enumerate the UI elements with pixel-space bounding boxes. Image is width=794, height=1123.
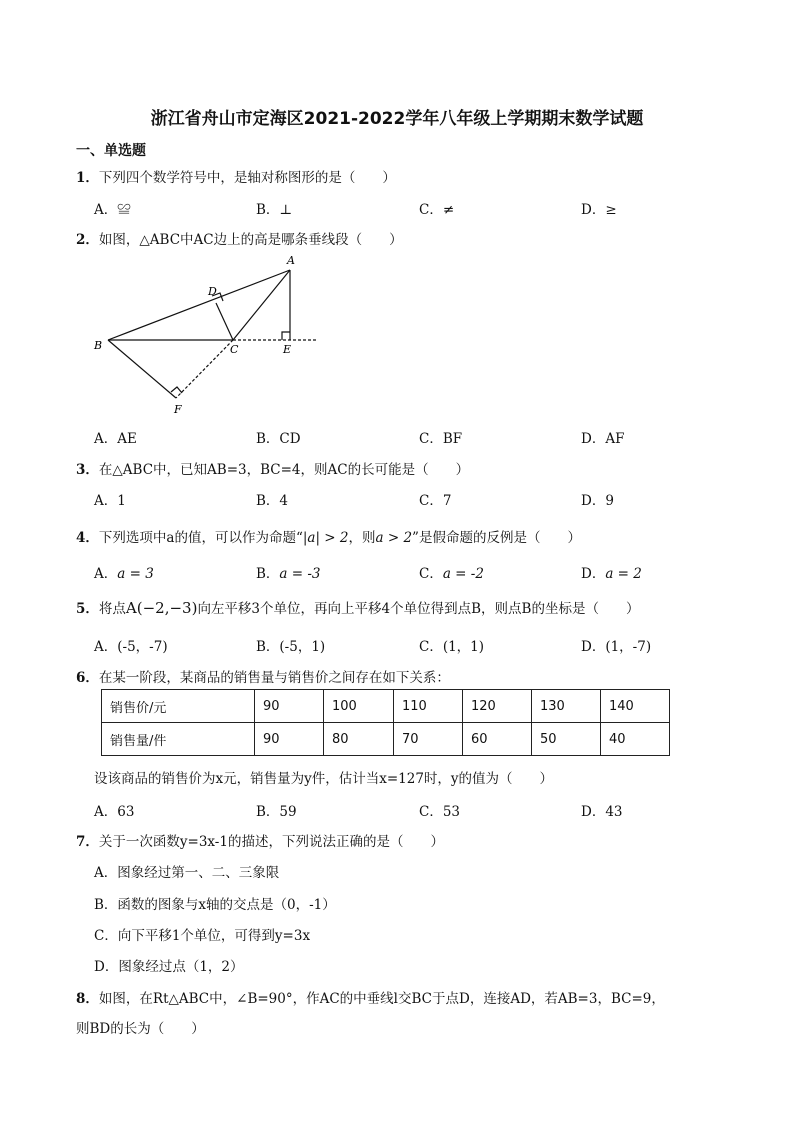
- extension-cf: [176, 340, 233, 398]
- q1-option-c: C．≠: [419, 202, 455, 218]
- q2-option-d: D．AF: [581, 431, 625, 447]
- q6-option-b: B．59: [256, 804, 297, 820]
- segment-cd: [216, 303, 233, 340]
- question-8: [76, 987, 665, 1007]
- table-row: [102, 723, 670, 756]
- table-cell: 90: [255, 723, 324, 756]
- question-number: 7．: [76, 834, 99, 850]
- question-text: 关于一次函数y=3x-1的描述，下列说法正确的是（ ）: [98, 834, 444, 850]
- label-a: A: [287, 254, 295, 267]
- q3-option-a: A．1: [94, 493, 126, 509]
- question-text: 下列四个数学符号中，是轴对称图形的是（ ）: [98, 170, 396, 186]
- question-text: 在△ABC中，已知AB=3，BC=4，则AC的长可能是（ ）: [98, 462, 470, 478]
- question-text: 在某一阶段，某商品的销售量与销售价之间存在如下关系：: [98, 670, 450, 686]
- q5-option-c: C．(1，1): [419, 639, 485, 655]
- question-7: [76, 830, 444, 850]
- question-text-part: 下列选项中a的值，可以作为命题“: [98, 530, 303, 546]
- table-cell: 100: [324, 690, 394, 723]
- table-cell: 120: [463, 690, 532, 723]
- table-cell: 140: [601, 690, 670, 723]
- q4-option-a: A．a = 3: [94, 566, 154, 582]
- question-number: 1．: [76, 170, 99, 186]
- label-e: E: [283, 343, 292, 356]
- label-d: D: [208, 285, 217, 298]
- label-b: B: [94, 339, 103, 352]
- q6-followup: 设该商品的销售价为x元，销售量为y件，估计当x=127时，y的值为（ ）: [94, 771, 554, 787]
- question-text-part: ，则: [348, 530, 376, 546]
- q2-option-a: A．AE: [94, 431, 137, 447]
- q7-option-b: B．函数的图象与x轴的交点是（0，-1）: [94, 897, 336, 913]
- q6-option-c: C．53: [419, 804, 461, 820]
- table-cell: 60: [463, 723, 532, 756]
- label-c: C: [230, 343, 239, 356]
- section-heading: 一、单选题: [76, 143, 146, 159]
- q6-option-a: A．63: [94, 804, 135, 820]
- page-title: 浙江省舟山市定海区2021-2022学年八年级上学期期末数学试题: [150, 109, 644, 129]
- question-number: 8．: [76, 991, 99, 1007]
- price-volume-table: [101, 689, 670, 756]
- segment-ba: [108, 270, 290, 340]
- question-number: 4．: [76, 530, 99, 546]
- question-number: 6．: [76, 670, 99, 686]
- math-expression: a > 2: [375, 530, 413, 546]
- table-row-header: 销售量/件: [102, 723, 255, 756]
- triangle-figure: [88, 252, 328, 422]
- q3-option-c: C．7: [419, 493, 452, 509]
- math-point: A(−2,−3): [125, 599, 198, 617]
- question-6: [76, 666, 450, 686]
- q7-option-a: A．图象经过第一、二、三象限: [94, 865, 280, 881]
- q2-option-b: B．CD: [256, 431, 301, 447]
- question-2: [76, 228, 403, 248]
- q5-option-a: A．(-5，-7): [94, 639, 168, 655]
- segment-bf: [108, 340, 176, 398]
- label-f: F: [174, 403, 182, 416]
- question-text: 如图，在Rt△ABC中，∠B=90°，作AC的中垂线l交BC于点D，连接AD，若AB=3，BC=9，: [98, 991, 665, 1007]
- right-angle-e: [282, 332, 290, 340]
- q3-option-d: D．9: [581, 493, 614, 509]
- table-cell: 40: [601, 723, 670, 756]
- question-text-part: 向左平移3个单位，再向上平移4个单位得到点B，则点B的坐标是（ ）: [197, 601, 640, 617]
- q5-option-b: B．(-5，1): [256, 639, 326, 655]
- question-number: 3．: [76, 462, 99, 478]
- question-4: [76, 526, 581, 546]
- question-text-part: 将点: [98, 601, 126, 617]
- q1-option-b: B．⊥: [256, 202, 293, 218]
- question-1: [76, 166, 396, 186]
- table-row: [102, 690, 670, 723]
- table-cell: 110: [394, 690, 463, 723]
- table-cell: 80: [324, 723, 394, 756]
- q2-option-c: C．BF: [419, 431, 463, 447]
- q1-option-a: A．≌: [94, 202, 131, 218]
- question-number: 5．: [76, 601, 99, 617]
- table-cell: 90: [255, 690, 324, 723]
- q4-option-c: C．a = -2: [419, 566, 484, 582]
- q5-option-d: D．(1，-7): [581, 639, 652, 655]
- q6-option-d: D．43: [581, 804, 623, 820]
- question-3: [76, 458, 469, 478]
- q3-option-b: B．4: [256, 493, 289, 509]
- question-8-line-2: 则BD的长为（ ）: [76, 1021, 205, 1037]
- table-cell: 70: [394, 723, 463, 756]
- question-text: 如图，△ABC中AC边上的高是哪条垂线段（ ）: [98, 232, 403, 248]
- q7-option-d: D．图象经过点（1，2）: [94, 959, 244, 975]
- right-angle-f: [171, 387, 182, 393]
- question-text-part: ”是假命题的反例是（ ）: [412, 530, 581, 546]
- question-5: [76, 597, 639, 617]
- q7-option-c: C．向下平移1个单位，可得到y=3x: [94, 928, 311, 944]
- math-expression: |a| > 2: [302, 530, 349, 546]
- q4-option-b: B．a = -3: [256, 566, 321, 582]
- question-number: 2．: [76, 232, 99, 248]
- q4-option-d: D．a = 2: [581, 566, 642, 582]
- table-cell: 50: [532, 723, 601, 756]
- q1-option-d: D．≥: [581, 202, 617, 218]
- table-cell: 130: [532, 690, 601, 723]
- table-row-header: 销售价/元: [102, 690, 255, 723]
